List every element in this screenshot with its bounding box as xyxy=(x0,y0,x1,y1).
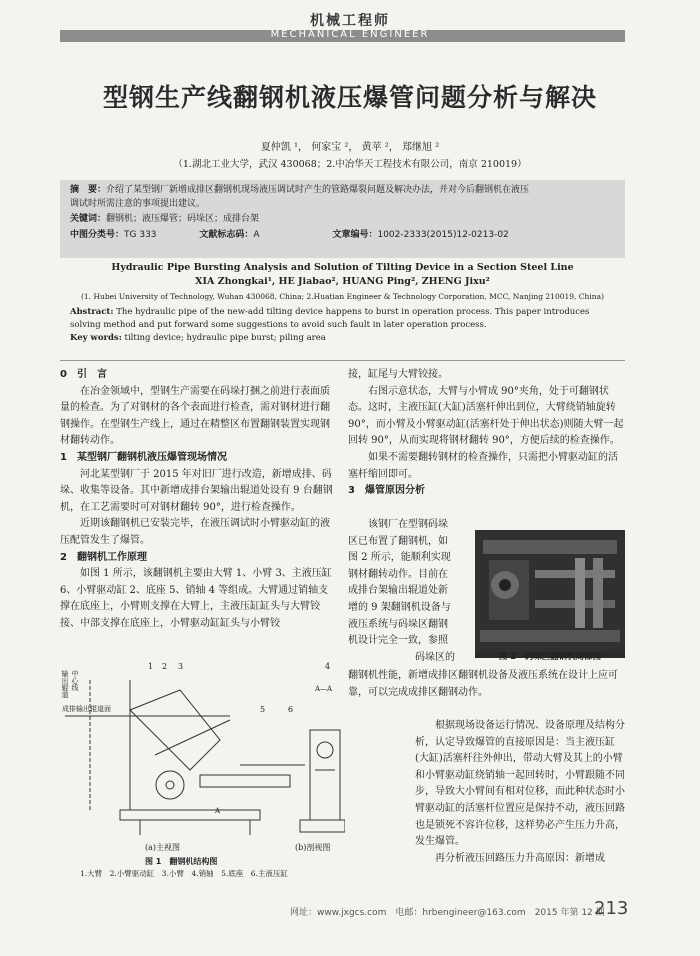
section-3-text-b: 根据现场设备运行情况、设备原理及结构分析，认定导致爆管的直接原因是：当主液压缸(大缸)活塞杆往外伸出，带动大臂及其上的小臂和小臂驱动缸绕销轴一起回转时，小臂跟随不同步，导致大小臂间有相对位移，而此种状态时小臂驱动缸的活塞杆位置应是保持不动，液压回路也是锁死不容许位移，这样势必产生压力升高，发生爆管。 xyxy=(415,720,625,848)
footer-info: 网址：www.jxgcs.com 电邮：hrbengineer@163.com 2015 年第 12 期 xyxy=(290,908,605,918)
section-0-heading: 0 引 言 xyxy=(60,369,107,380)
doc-code-label: 文献标志码： xyxy=(199,230,254,240)
fig1-legend: 1.大臂 2.小臂驱动缸 3.小臂 4.销轴 5.底座 6.主液压缸 xyxy=(80,869,288,878)
right-column-bottom xyxy=(348,668,626,701)
section-1-heading: 1 某型钢厂翻钢机液压爆管现场情况 xyxy=(60,451,227,463)
affiliation: （1.湖北工业大学，武汉 430068；2.中冶华天工程技术有限公司，南京 210019） xyxy=(173,159,527,170)
wrap-line: 成排台架输出辊道处新 xyxy=(348,585,448,597)
clc-value: TG 333 xyxy=(124,230,157,240)
section-1-text-b: 近期该翻钢机已安装完毕，在液压调试时小臂驱动缸的液压配管发生了爆管。 xyxy=(60,518,330,546)
classification-line xyxy=(70,229,620,242)
abstract-cn-line1 xyxy=(70,184,620,197)
wrap-line: 液压系统与码垛区翻钢 xyxy=(348,618,448,630)
fig1-subcaption-b: (b)剖视图 xyxy=(295,843,331,852)
section-2-text-3: 如果不需要翻转钢材的检查操作，只需把小臂驱动缸的活塞杆缩回即可。 xyxy=(348,451,618,480)
article-title: 型钢生产线翻钢机液压爆管问题分析与解决 xyxy=(102,83,597,112)
wrap-line-last: 码垛区的 xyxy=(415,652,455,663)
fig1-label-centerline-2: 中心线 xyxy=(71,670,79,691)
section-2-text: 如图 1 所示，该翻钢机主要由大臂 1、小臂 3、主液压缸 6、小臂驱动缸 2、底座 5、销轴 4 等组成。大臂通过销轴支撑在底座上，小臂则支撑在大臂上，主液压缸缸头与大臂铰接、中部支撑在底座上，小臂驱动缸缸头与小臂铰 xyxy=(60,568,332,629)
fig1-callout-4: 4 xyxy=(325,662,331,671)
right-column-narrow xyxy=(415,718,626,867)
wrap-line: 机设计完全一致，参照 xyxy=(348,635,448,647)
page-number: 213 xyxy=(594,898,629,919)
abstract-cn-line2: 调试时所需注意的事项提出建议。 xyxy=(70,199,206,209)
section-3-text-a: 翻钢机性能，新增成排区翻钢机设备及液压系统在设计上应可靠，可以完成成排区翻钢动作。 xyxy=(348,670,618,698)
left-column xyxy=(60,367,338,633)
section-0-text: 在冶金领域中，型钢生产需要在码垛打捆之前进行表面质量的检查。为了对钢材的各个表面进行检查，需对钢材进行翻钢操作。在型钢生产线上，通过在精整区布置翻钢装置实现钢材翻转动作。 xyxy=(60,385,330,447)
fig1-label-rollway: 成排输出辊道面 xyxy=(62,705,111,713)
fig1-caption: 图 1 翻钢机结构图 xyxy=(145,857,218,866)
keywords-cn xyxy=(70,213,620,226)
english-title: Hydraulic Pipe Bursting Analysis and Solution of Tilting Device in a Section Steel Line xyxy=(111,262,574,273)
authors: 夏仲凯 ¹， 何家宝 ²， 黄苹 ²， 郑继旭 ² xyxy=(260,142,440,153)
abstract-text: 介绍了某型钢厂新增成排区翻钢机现场液压调试时产生的管路爆裂问题及解决办法，并对今后翻钢机在液压 xyxy=(106,185,530,195)
right-column-top xyxy=(348,367,626,500)
section-1-text-a: 河北某型钢厂于 2015 年对旧厂进行改造，新增成排、码垛、收集等设备。其中新增成排台架输出辊道处设有 9 台翻钢机，在工艺需要时可对钢材翻转 90°，进行检查操作。 xyxy=(60,468,333,513)
english-abstract-text: The hydraulic pipe of the new-add tilting device happens to burst in operation process. This paper introduces solving method and put forward some suggestions to avoid such fault in later operation process. xyxy=(70,307,590,330)
english-keywords-label: Key words: xyxy=(70,333,122,343)
english-abstract-label: Abstract: xyxy=(70,307,114,317)
figure-2-caption: 图 2 码垛区翻钢机局部图 xyxy=(498,652,602,662)
doc-code-value: A xyxy=(253,230,260,240)
fig1-callout-5: 5 xyxy=(260,705,266,714)
abstract-label: 摘 要： xyxy=(70,185,107,195)
fig1-callout-3: 3 xyxy=(178,662,184,671)
english-abstract xyxy=(70,306,620,345)
fig1-section-label: A—A xyxy=(315,685,333,693)
keywords-text: 翻钢机；液压爆管；码垛区；成排台架 xyxy=(106,214,260,224)
wrap-line: 该钢厂在型钢码垛 xyxy=(368,519,448,530)
figure-1 xyxy=(60,660,345,880)
wrap-line: 增的 9 架翻钢机设备与 xyxy=(348,601,451,613)
article-no-label: 文章编号： xyxy=(332,230,378,240)
fig1-callout-2: 2 xyxy=(162,662,168,671)
figure-2-photo xyxy=(475,530,625,658)
fig1-callout-1: 1 xyxy=(148,662,154,671)
wrap-line: 钢材翻转动作。目前在 xyxy=(348,568,448,580)
wrap-text xyxy=(348,517,470,650)
section-2-text-2: 右图示意状态，大臂与小臂成 90°夹角，处于可翻钢状态。这时，主液压缸(大缸)活塞杆伸出到位，大臂绕销轴旋转 90°，而小臂及小臂驱动缸(活塞杆处于伸出状态)则随大臂一起回转 90°，从而实现将钢材翻转 90°，方便后续的检查操作。 xyxy=(348,385,624,447)
section-3-heading: 3 爆管原因分析 xyxy=(348,485,425,497)
fig1-callout-6: 6 xyxy=(288,705,294,714)
wrap-line: 图 2 所示，能顺利实现 xyxy=(348,552,451,564)
english-authors: XIA Zhongkai¹, HE Jiabao², HUANG Ping², ZHENG Jixu² xyxy=(195,276,490,287)
english-keywords-text: tilting device; hydraulic pipe burst; piling area xyxy=(124,333,326,343)
section-2-text-cont: 接，缸尾与大臂铰接。 xyxy=(348,369,448,380)
journal-name-cn: 机械工程师 xyxy=(310,13,390,29)
wrap-line: 区已布置了翻钢机，如 xyxy=(348,535,448,547)
fig1-subcaption-a: (a)主视图 xyxy=(145,843,181,852)
fig1-label-centerline-1: 输出辊道 xyxy=(61,670,69,698)
divider xyxy=(60,360,625,361)
article-no-value: 1002-2333(2015)12-0213-02 xyxy=(377,230,509,240)
section-3-text-c: 再分析液压回路压力升高原因：新增成 xyxy=(435,852,605,864)
english-affiliation: (1. Hubei University of Technology, Wuhan 430068, China; 2.Huatian Engineer & Technology Corporation, MCC, Nanjing 210019, China) xyxy=(80,292,605,301)
clc-label: 中图分类号： xyxy=(70,230,125,240)
section-2-heading: 2 翻钢机工作原理 xyxy=(60,551,147,563)
fig1-section-mark: A xyxy=(215,807,221,815)
journal-name-en: MECHANICAL ENGINEER xyxy=(270,29,430,40)
keywords-label: 关键词： xyxy=(70,214,107,224)
